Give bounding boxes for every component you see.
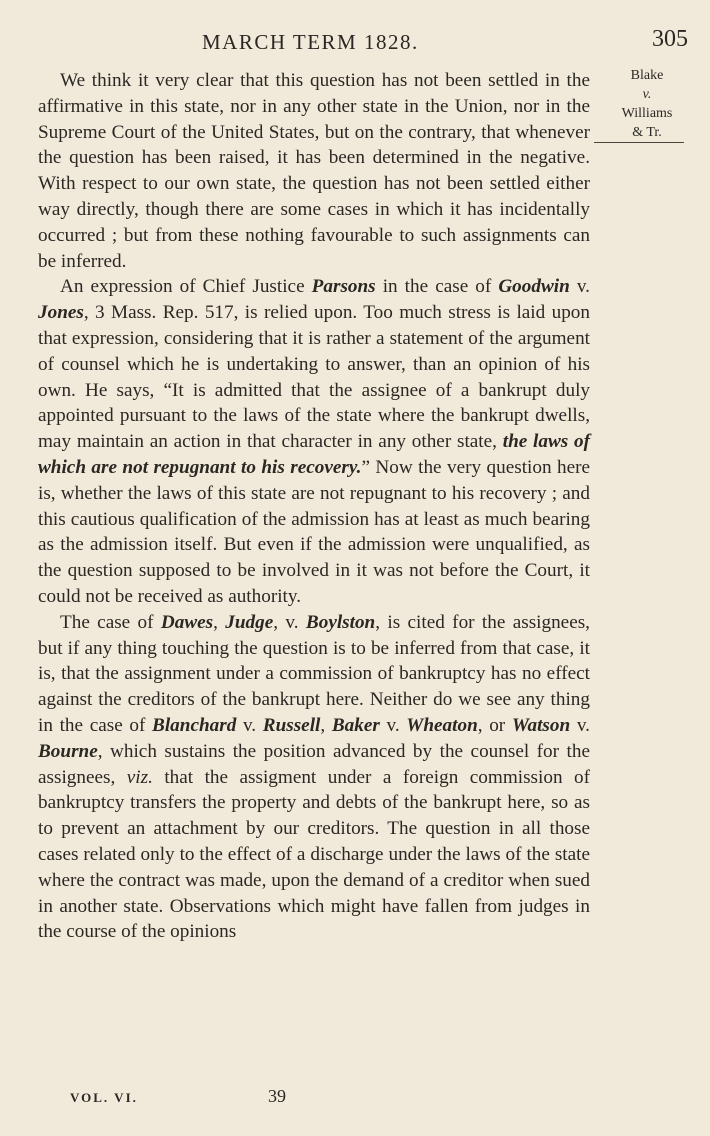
paragraph [38, 274, 590, 609]
italic-name: Baker [331, 714, 380, 736]
italic-name: Blanchard [152, 714, 237, 736]
italic-name: Russell [262, 714, 321, 736]
margin-case-note [604, 66, 690, 142]
text-run: v. [569, 276, 590, 298]
text-run: v. [570, 714, 590, 736]
text-run: We think it very clear that this question has not been settled in the affirmative in this state, nor in any other state in the Union, nor in the Supreme Court of the United States, but on the contrary, that whenever the question has been raised, it has been determined in the negative. With respect to our own state, the question has not been settled either way directly, though there are some cases in which it has incidentally occurred ; but from these nothing favourable to such assignments can be inferred. [38, 70, 590, 272]
text-run: that the assigment under a foreign commission of bankruptcy transfers the property and debts of the bankrupt here, so as to prevent an attachment by our creditors. The question in all those cases related only to the effect of a discharge under the laws of the state where the contract was made, upon the demand of a creditor when sued in another state. Observations which might have fallen from judges in the course of the opinions [38, 766, 590, 943]
margin-party-2: Williams [621, 106, 673, 121]
italic-name: Wheaton [406, 714, 478, 736]
italic-name: Parsons [311, 276, 376, 298]
text-run: in the case of [375, 276, 499, 298]
page-number: 305 [652, 26, 688, 52]
text-run: , which sustains the position advanced by the counsel for the assignees, [38, 740, 590, 788]
text-run: v. [236, 714, 263, 736]
text-run: The case of [60, 611, 161, 633]
text-run: , 3 Mass. Rep. 517, is relied upon. Too much stress is laid upon that expression, considering that it is rather a statement of the argument of counsel which he is undertaking to answer, than an opinion of his own. He says, “It is admitted that the assignee of a bankrupt duly appointed pursuant to the laws of the state where the bankrupt dwells, may maintain an action in that character in any other state, [38, 302, 590, 453]
text-run: , [213, 611, 226, 633]
italic-name: Judge [225, 611, 274, 633]
italic-quote: the laws of which are not repugnant to his recovery. [38, 431, 590, 478]
volume-signature: VOL. VI. [70, 1090, 138, 1105]
body-text [38, 68, 590, 945]
margin-rule [594, 142, 684, 143]
text-run: , is cited for the assignees, but if any thing touching the question is to be inferred from that case, it is, that the assignment under a commission of bankruptcy has no effect against the creditors of the bankrupt here. Neither do we see any thing in the case of [38, 611, 590, 736]
italic-name: Goodwin [498, 276, 570, 298]
text-run: v. [379, 714, 407, 736]
italic-name: Dawes [160, 611, 214, 633]
margin-versus: v. [642, 87, 652, 102]
text-run: , or [477, 714, 512, 736]
text-run: ” Now the very question here is, whether the laws of this state are not repugnant to his recovery ; and this cautious qualification of the admission has at least as much bearing as the admission itself. But even if the admission were unqualified, as the question supposed to be involved in it was not before the Court, it could not be received as authority. [38, 456, 590, 607]
italic-name: Bourne [38, 740, 98, 762]
margin-party-3: & Tr. [632, 125, 662, 140]
signature-number: 39 [268, 1086, 286, 1106]
text-run: , v. [273, 611, 306, 633]
italic-name: Jones [38, 302, 84, 324]
page-footer [0, 1086, 710, 1110]
italic-abbrev: viz. [126, 766, 153, 788]
margin-party-1: Blake [630, 68, 664, 83]
paragraph [38, 610, 590, 945]
text-run: An expression of Chief Justice [60, 276, 312, 298]
paragraph [38, 68, 590, 274]
running-head-title: MARCH TERM 1828. [202, 30, 419, 54]
italic-name: Watson [511, 714, 571, 736]
italic-name: Boylston [305, 611, 376, 633]
running-head [0, 28, 710, 58]
text-run: , [320, 714, 332, 736]
